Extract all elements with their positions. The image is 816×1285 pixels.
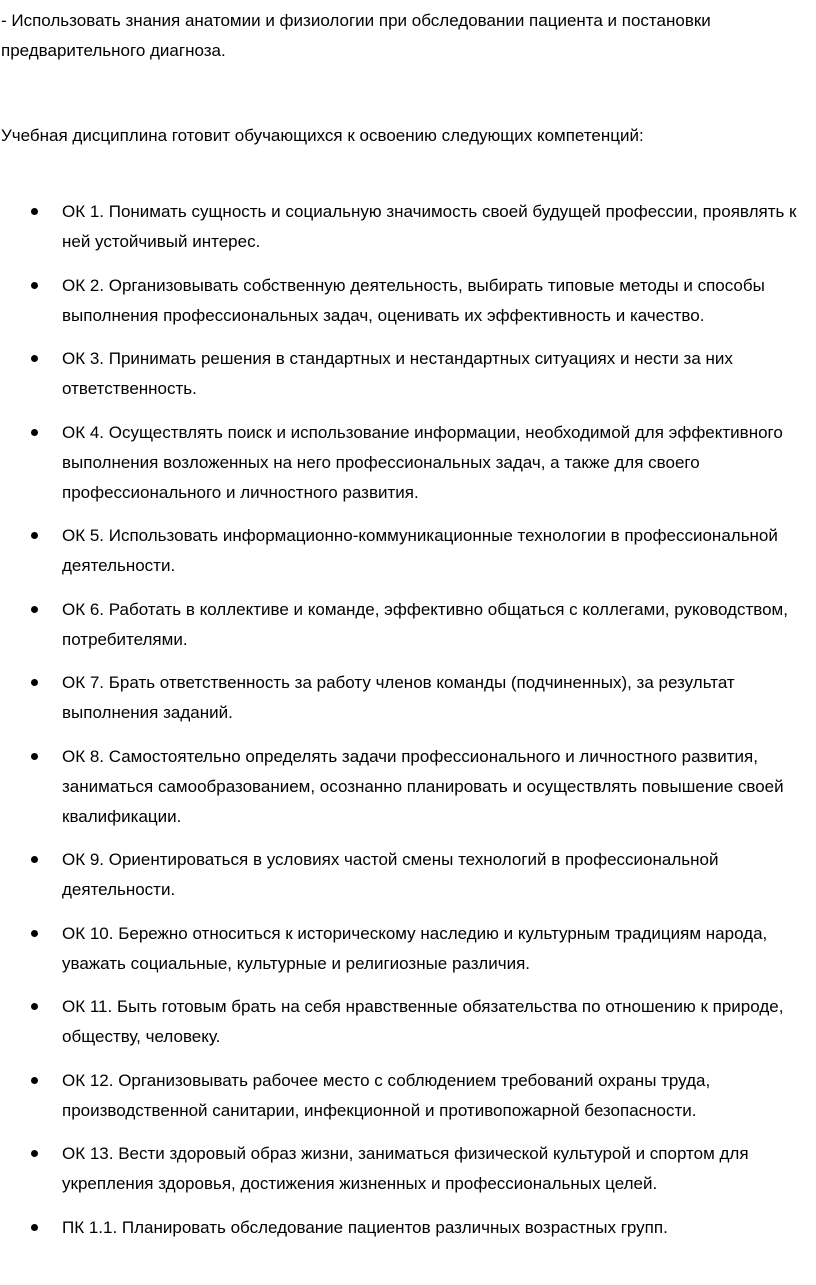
bullet-icon xyxy=(31,856,38,863)
competency-item xyxy=(0,344,816,404)
bullet-icon xyxy=(31,429,38,436)
competency-text: ОК 12. Организовывать рабочее место с соблюдением требований охраны труда, производственной санитарии, инфекционной и противопожарной безопасности. xyxy=(62,1070,711,1120)
bullet-icon xyxy=(31,753,38,760)
competency-text: ПК 1.1. Планировать обследование пациентов различных возрастных групп. xyxy=(62,1217,668,1237)
intro-paragraph: - Использовать знания анатомии и физиологии при обследовании пациента и постановки предварительного диагноза. xyxy=(1,11,711,60)
competency-item xyxy=(0,742,816,832)
bullet-icon xyxy=(31,1077,38,1084)
competency-item xyxy=(0,668,816,728)
competency-item xyxy=(0,1066,816,1126)
bullet-icon xyxy=(31,282,38,289)
bullet-icon xyxy=(31,1003,38,1010)
bullet-icon xyxy=(31,1150,38,1157)
bullet-icon xyxy=(31,679,38,686)
competency-text: ОК 3. Принимать решения в стандартных и нестандартных ситуациях и нести за них ответственность. xyxy=(62,349,733,398)
competency-text: ОК 8. Самостоятельно определять задачи профессионального и личностного развития, заниматься самообразованием, осознанно планировать и осуществлять повышение своей квалификации. xyxy=(62,746,784,826)
competency-text: ОК 1. Понимать сущность и социальную значимость своей будущей профессии, проявлять к ней устойчивый интерес. xyxy=(62,202,797,251)
bullet-icon xyxy=(31,532,38,539)
lead-paragraph: Учебная дисциплина готовит обучающихся к освоению следующих компетенций: xyxy=(1,126,644,145)
document-page xyxy=(0,6,816,1256)
competency-item xyxy=(0,595,816,655)
bullet-icon xyxy=(31,930,38,937)
competency-item xyxy=(0,418,816,508)
competency-text: ОК 13. Вести здоровый образ жизни, заниматься физической культурой и спортом для укрепления здоровья, достижения жизненных и профессиональных целей. xyxy=(62,1144,749,1193)
competency-text: ОК 10. Бережно относиться к историческому наследию и культурным традициям народа, уважать социальные, культурные и религиозные различия. xyxy=(62,923,768,973)
competency-text: ОК 5. Использовать информационно-коммуникационные технологии в профессиональной деятельности. xyxy=(62,526,778,575)
competency-item xyxy=(0,521,816,581)
competency-item xyxy=(0,1139,816,1199)
competency-list xyxy=(0,197,816,1243)
competency-item xyxy=(0,271,816,331)
competency-text: ОК 4. Осуществлять поиск и использование информации, необходимой для эффективного выполнения возложенных на него профессиональных задач, а также для своего профессионального и личностного развития. xyxy=(62,422,783,502)
competency-text: ОК 9. Ориентироваться в условиях частой смены технологий в профессиональной деятельности. xyxy=(62,850,719,899)
bullet-icon xyxy=(31,606,38,613)
competency-text: ОК 7. Брать ответственность за работу членов команды (подчиненных), за результат выполнения заданий. xyxy=(62,673,735,722)
bullet-icon xyxy=(31,355,38,362)
competency-item xyxy=(0,1213,816,1243)
bullet-icon xyxy=(31,208,38,215)
competency-text: ОК 11. Быть готовым брать на себя нравственные обязательства по отношению к природе, обществу, человеку. xyxy=(62,997,784,1046)
competency-item xyxy=(0,845,816,905)
competency-text: ОК 2. Организовывать собственную деятельность, выбирать типовые методы и способы выполнения профессиональных задач, оценивать их эффективность и качество. xyxy=(62,275,765,325)
competency-item xyxy=(0,197,816,257)
bullet-icon xyxy=(31,1224,38,1231)
competency-item xyxy=(0,992,816,1052)
competency-text: ОК 6. Работать в коллективе и команде, эффективно общаться с коллегами, руководством, потребителями. xyxy=(62,599,788,649)
competency-item xyxy=(0,919,816,979)
